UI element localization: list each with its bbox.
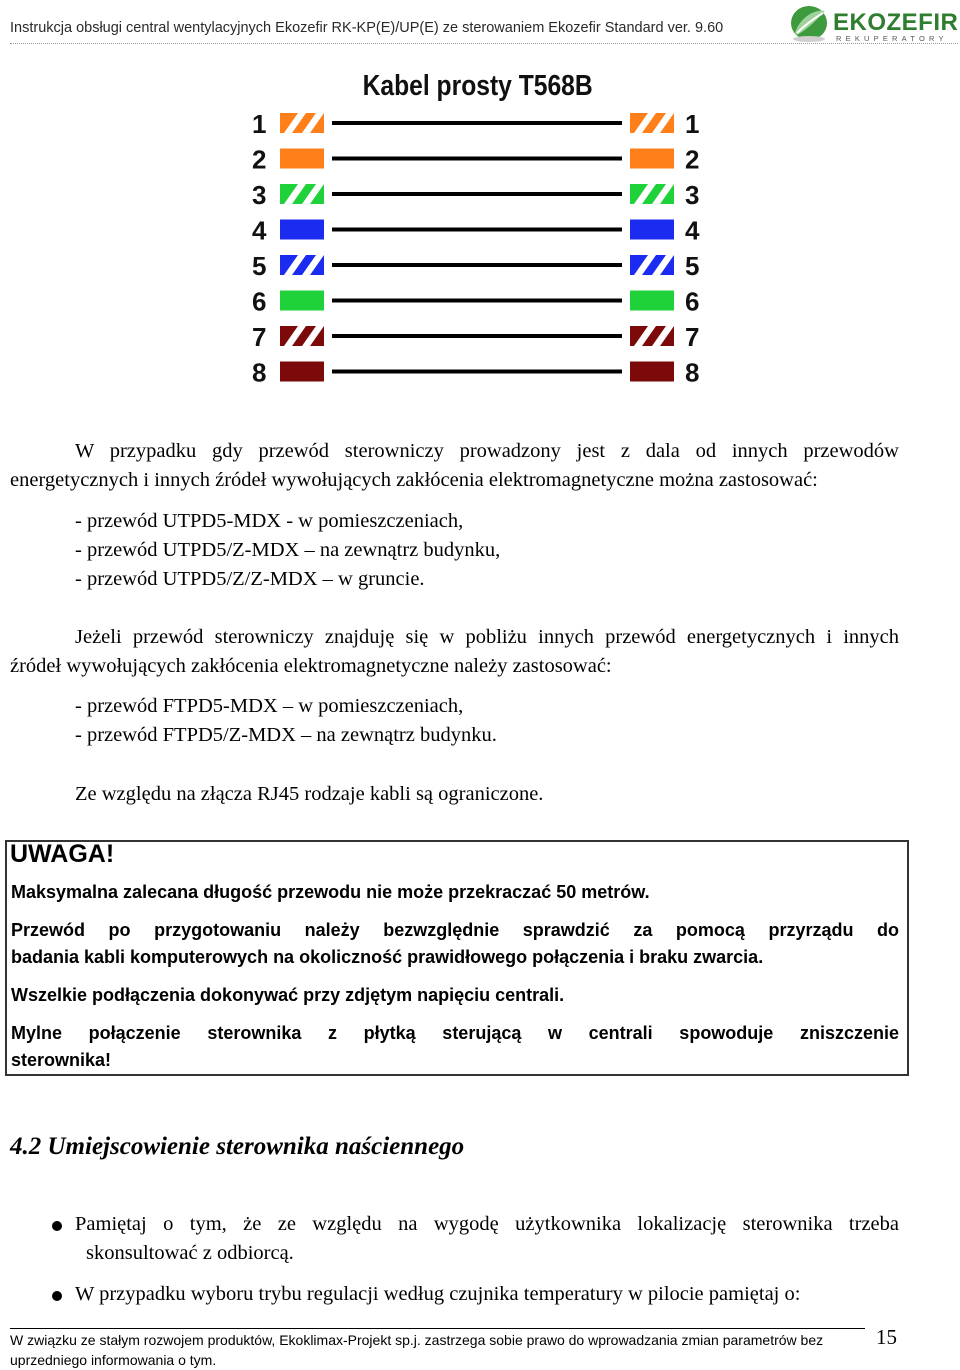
paragraph-2-line-1: Jeżeli przewód sterowniczy znajduję się w pobliżu innych przewód energetycznych i innych [75, 626, 899, 648]
warning-line-2b: badania kabli komputerowych na okoliczność prawidłowego połączenia i braku zwarcia. [11, 947, 764, 967]
warning-line-4b: sterownika! [11, 1050, 112, 1070]
paragraph-2-line-2: źródeł wywołujących zakłócenia elektromagnetyczne należy zastosować: [10, 655, 612, 677]
connector-left-pin-4 [280, 220, 324, 240]
bullet-1-line-1: Pamiętaj o tym, że ze względu na wygodę użytkownika lokalizację sterownika trzeba [75, 1213, 899, 1235]
pin-number-right: 1 [685, 109, 700, 139]
bullet-2-line-1: W przypadku wyboru trybu regulacji według czujnika temperatury w pilocie pamiętaj o: [75, 1283, 801, 1305]
header-divider [10, 43, 958, 44]
pin-number-right: 8 [685, 357, 700, 388]
logo-subtext: REKUPERATORY [836, 34, 948, 43]
pin-number-left: 7 [252, 322, 267, 352]
page-number: 15 [876, 1325, 897, 1349]
footer-divider [10, 1328, 865, 1329]
footer-text [10, 1330, 870, 1370]
pin-number-right: 4 [685, 215, 700, 246]
pin-rows [252, 109, 700, 388]
connector-right-pin-4 [630, 220, 674, 240]
pin-number-left: 4 [252, 215, 267, 246]
warning-title: UWAGA! [10, 840, 115, 868]
connector-left-pin-8 [280, 362, 324, 382]
bullet-1-line-2: skonsultować z odbiorcą. [86, 1242, 294, 1264]
section-heading: 4.2 Umiejscowienie sterownika naściennego [10, 1133, 465, 1160]
connector-right-pin-6 [630, 291, 674, 311]
list-item: - przewód FTPD5-MDX – w pomieszczeniach, [75, 695, 464, 717]
bullet-icon [52, 1221, 62, 1231]
pin-number-left: 5 [252, 251, 267, 281]
footer-line-2: uprzedniego informowania o tym. [10, 1352, 217, 1368]
connector-right-pin-8 [630, 362, 674, 382]
connector-left-pin-2 [280, 149, 324, 169]
bullet-icon [52, 1291, 62, 1301]
header-title: Instrukcja obsługi central wentylacyjnych Ekozefir RK-KP(E)/UP(E) ze sterowaniem Ekozefir Standard ver. 9.60 [10, 20, 724, 36]
pin-number-right: 6 [685, 286, 700, 317]
diagram-title: Kabel prosty T568B [362, 69, 593, 102]
paragraph-1-line-2: energetycznych i innych źródeł wywołujących zakłócenia elektromagnetyczne można zastosować: [10, 469, 818, 491]
list-item: - przewód FTPD5/Z-MDX – na zewnątrz budynku. [75, 724, 497, 746]
connector-left-pin-6 [280, 291, 324, 311]
wiring-diagram [230, 60, 730, 390]
pin-number-right: 5 [685, 251, 700, 281]
paragraph-1-line-1: W przypadku gdy przewód sterowniczy prowadzony jest z dala od innych przewodów [75, 440, 899, 462]
warning-line-1: Maksymalna zalecana długość przewodu nie może przekraczać 50 metrów. [11, 882, 650, 902]
pin-number-left: 8 [252, 357, 267, 388]
list-item: - przewód UTPD5/Z-MDX – na zewnątrz budynku, [75, 539, 501, 561]
list-item: - przewód UTPD5/Z/Z-MDX – w gruncie. [75, 568, 425, 590]
pin-number-left: 6 [252, 286, 267, 317]
pin-number-left: 1 [252, 109, 267, 139]
connector-right-pin-2 [630, 149, 674, 169]
pin-number-right: 2 [685, 144, 700, 175]
logo-text: EKOZEFIR [833, 9, 959, 36]
pin-number-right: 7 [685, 322, 700, 352]
pin-number-left: 2 [252, 144, 267, 175]
paragraph-3: Ze względu na złącza RJ45 rodzaje kabli są ograniczone. [75, 783, 544, 805]
pin-number-right: 3 [685, 180, 700, 210]
warning-line-2a: Przewód po przygotowaniu należy bezwzględnie sprawdzić za pomocą przyrządu do [11, 920, 899, 940]
pin-number-left: 3 [252, 180, 267, 210]
list-item: - przewód UTPD5-MDX - w pomieszczeniach, [75, 510, 464, 532]
warning-line-4a: Mylne połączenie sterownika z płytką sterującą w centrali spowoduje zniszczenie [11, 1023, 899, 1043]
warning-line-3: Wszelkie podłączenia dokonywać przy zdjętym napięciu centrali. [11, 985, 565, 1005]
leaf-logo-icon [787, 3, 831, 43]
company-logo [787, 3, 957, 43]
footer-line-1: W związku ze stałym rozwojem produktów, Ekoklimax-Projekt sp.j. zastrzega sobie prawo do wprowadzania zmian parametrów bez [10, 1332, 824, 1348]
